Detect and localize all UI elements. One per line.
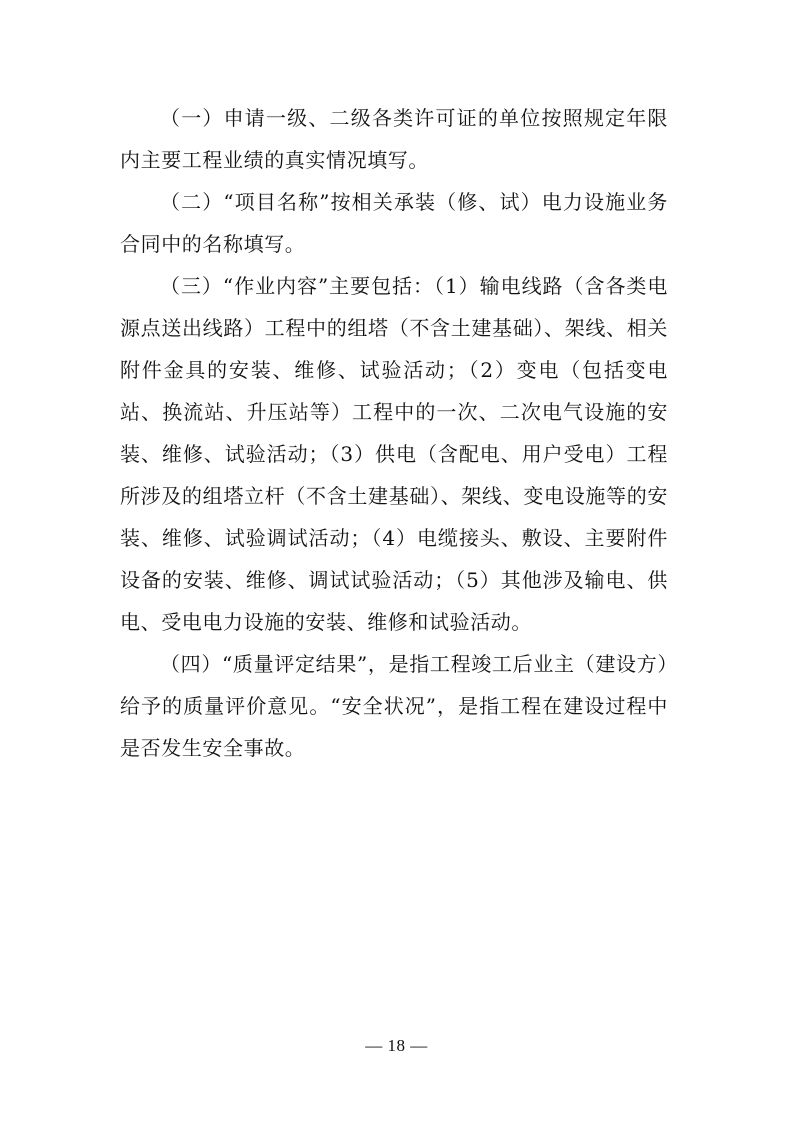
paragraph-1: （一）申请一级、二级各类许可证的单位按照规定年限内主要工程业绩的真实情况填写。 (120, 106, 668, 172)
paragraph-2: （二）“项目名称”按相关承装（修、试）电力设施业务合同中的名称填写。 (120, 190, 668, 256)
document-body (120, 97, 668, 769)
paragraph-3: （三）“作业内容”主要包括：（1）输电线路（含各类电源点送出线路）工程中的组塔（不含土建基础）、架线、相关附件金具的安装、维修、试验活动；（2）变电（包括变电站、换流站、升压站等）工程中的一次、二次电气设施的安装、维修、试验活动；（3）供电（含配电、用户受电）工程所涉及的组塔立杆（不含土建基础）、架线、变电设施等的安装、维修、试验调试活动；（4）电缆接头、敷设、主要附件设备的安装、维修、调试试验活动；（5）其他涉及输电、供电、受电电力设施的安装、维修和试验活动。 (120, 274, 668, 634)
paragraph-4: （四）“质量评定结果”，是指工程竣工后业主（建设方）给予的质量评价意见。“安全状况”，是指工程在建设过程中是否发生安全事故。 (120, 652, 668, 760)
page-number: — 18 — (365, 1036, 428, 1055)
